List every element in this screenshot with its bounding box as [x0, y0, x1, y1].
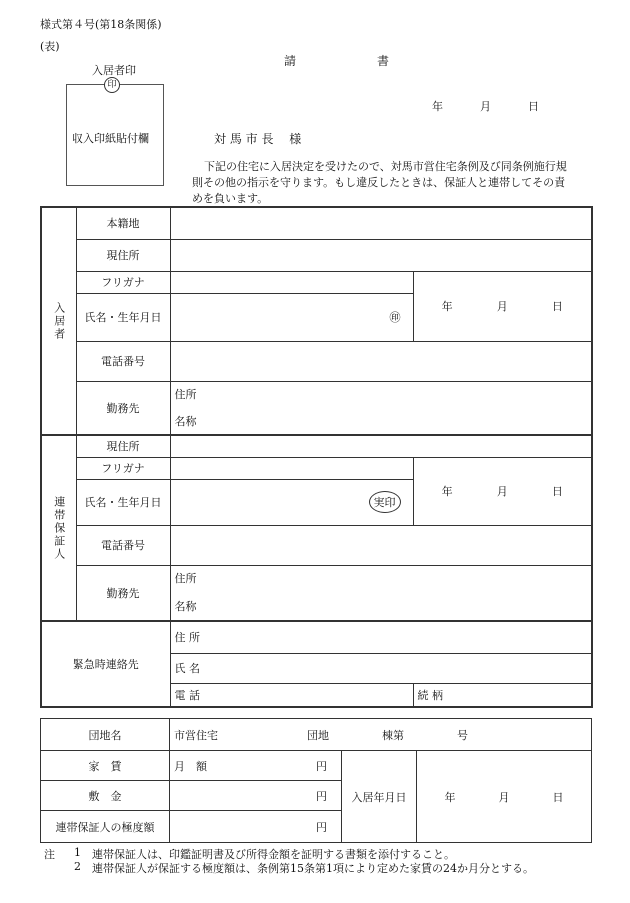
resident-name-dob-label: 氏名・生年月日: [76, 293, 170, 341]
guarantor-section-label: 連帯保証人: [41, 435, 76, 621]
guarantor-furigana-field[interactable]: [170, 457, 413, 479]
complex-name-label: 団地名: [41, 719, 170, 751]
resident-seal-label: 入居者印: [92, 64, 136, 77]
stamp-box-label: 収入印紙貼付欄: [72, 132, 149, 145]
form-number: 様式第４号(第18条関係): [40, 18, 162, 31]
resident-phone-label: 電話番号: [76, 341, 170, 381]
guarantee-limit-field[interactable]: 円: [170, 811, 342, 843]
housing-table: [40, 718, 592, 843]
title-part-2: 書: [377, 54, 390, 68]
application-table: [40, 206, 593, 708]
rent-label: 家 賃: [41, 751, 170, 781]
resident-name-field[interactable]: [170, 293, 413, 341]
resident-work-label: 勤務先: [76, 381, 170, 435]
deposit-field[interactable]: 円: [170, 781, 342, 811]
complex-name-field[interactable]: 市営住宅 団地 棟第 号: [170, 719, 592, 751]
resident-phone-field[interactable]: [170, 341, 592, 381]
note-1: 連帯保証人は、印鑑証明書及び所得金額を証明する書類を添付すること。: [92, 848, 455, 861]
resident-work-name-field[interactable]: 名称: [170, 407, 592, 435]
date-year: 年: [432, 100, 443, 113]
guarantor-phone-label: 電話番号: [76, 525, 170, 565]
emergency-relation-field[interactable]: 続 柄: [413, 683, 592, 707]
guarantor-name-dob-label: 氏名・生年月日: [76, 479, 170, 525]
emergency-name-field[interactable]: 氏 名: [170, 653, 592, 683]
resident-domicile-label: 本籍地: [76, 207, 170, 239]
guarantor-phone-field[interactable]: [170, 525, 592, 565]
guarantor-furigana-label: フリガナ: [76, 457, 170, 479]
resident-section-label: 入居者: [41, 207, 76, 435]
emergency-address-field[interactable]: 住 所: [170, 621, 592, 653]
guarantee-limit-label: 連帯保証人の極度額: [41, 811, 170, 843]
move-in-date-field[interactable]: 年 月 日: [417, 751, 592, 843]
guarantor-address-label: 現住所: [76, 435, 170, 457]
registered-seal-icon: 実印: [369, 491, 401, 513]
guarantor-dob-field[interactable]: 年 月 日: [413, 457, 592, 525]
seal-circle-icon: 印: [104, 77, 120, 93]
emergency-section-label: 緊急時連絡先: [41, 621, 170, 707]
resident-furigana-label: フリガナ: [76, 271, 170, 293]
guarantor-name-field[interactable]: [170, 479, 413, 525]
guarantor-work-name-field[interactable]: 名称: [170, 591, 592, 621]
front-side-label: (表): [40, 40, 60, 53]
pledge-text-line-2: 則その他の指示を守ります。もし違反したときは、保証人と連帯してその責: [192, 176, 566, 189]
pledge-text-line-1: 下記の住宅に入居決定を受けたので、対馬市営住宅条例及び同条例施行規: [204, 160, 567, 173]
emergency-phone-field[interactable]: 電 話: [170, 683, 413, 707]
guarantor-work-address-field[interactable]: 住所: [170, 565, 592, 591]
resident-domicile-field[interactable]: [170, 207, 592, 239]
title-part-1: 請: [284, 54, 297, 68]
resident-furigana-field[interactable]: [170, 271, 413, 293]
resident-dob-field[interactable]: 年 月 日: [413, 271, 592, 341]
pledge-text-line-3: めを負います。: [192, 192, 269, 205]
resident-work-address-field[interactable]: 住所: [170, 381, 592, 407]
guarantor-work-label: 勤務先: [76, 565, 170, 621]
rent-field[interactable]: 月 額 円: [170, 751, 342, 781]
addressee: 対 馬 市 長 様: [214, 132, 302, 146]
guarantor-address-field[interactable]: [170, 435, 592, 457]
resident-seal-icon: ㊞: [389, 311, 401, 324]
date-month: 月: [480, 100, 491, 113]
note-1-number: 1: [74, 846, 81, 859]
deposit-label: 敷 金: [41, 781, 170, 811]
note-2-number: 2: [74, 860, 81, 873]
note-2: 連帯保証人が保証する極度額は、条例第15条第1項により定めた家賃の24か月分とする。: [92, 862, 534, 875]
resident-address-field[interactable]: [170, 239, 592, 271]
resident-address-label: 現住所: [76, 239, 170, 271]
notes-prefix: 注: [44, 848, 55, 861]
date-day: 日: [528, 100, 539, 113]
move-in-date-label: 入居年月日: [342, 751, 417, 843]
